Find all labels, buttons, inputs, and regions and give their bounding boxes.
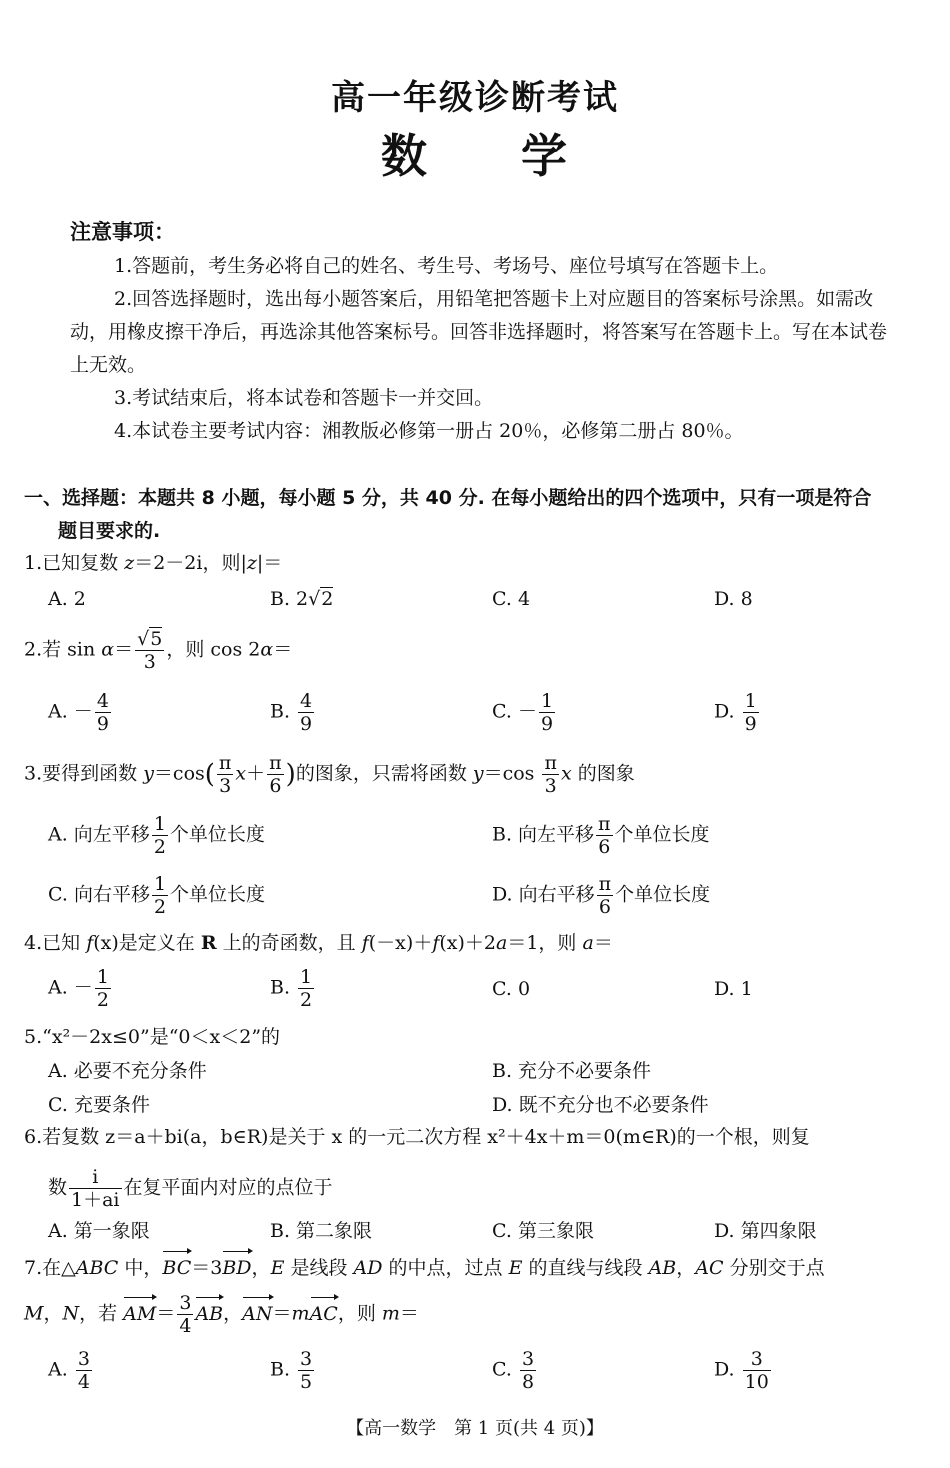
q6-option-a: A. 第一象限 <box>48 1220 150 1242</box>
notice-item-3: 3.考试结束后，将本试卷和答题卡一并交回。 <box>114 387 494 409</box>
question-4: 4.已知 f(x)是定义在 R 上的奇函数，且 f(－x)＋f(x)＋2a＝1，则 a＝ <box>24 932 613 954</box>
q3-option-c: C. 向右平移 $\frac{1}{2}$ 个单位长度 <box>48 873 266 918</box>
q1-option-d: D. 8 <box>714 588 753 610</box>
q7-option-c: C. $\frac{3}{8}$ <box>492 1348 535 1393</box>
q1-option-a: A. 2 <box>48 588 86 610</box>
notice-heading: 注意事项： <box>70 220 175 244</box>
notice-item-1: 1.答题前，考生务必将自己的姓名、考生号、考场号、座位号填写在答题卡上。 <box>114 255 779 277</box>
question-3: 3.要得到函数 y＝cos( $\frac{\pi}{3}$ x＋ $\frac{\pi}{6}$ )的图象，只需将函数 y＝cos $\frac{\pi}{3}$ x 的图象 <box>24 752 635 797</box>
section-heading <box>24 482 929 548</box>
subject-char-2: 学 <box>521 129 569 183</box>
question-5: 5.“x²－2x≤0”是“0＜x＜2”的 <box>24 1026 281 1048</box>
q6-option-b: B. 第二象限 <box>270 1220 373 1242</box>
question-6-line-2: 数 $\frac{i}{1+ai}$ 在复平面内对应的点位于 <box>48 1166 333 1211</box>
question-1: 1.已知复数 z＝2－2i，则|z|＝ <box>24 552 283 574</box>
q4-option-b: B. $\frac{1}{2}$ <box>270 966 313 1011</box>
q1-option-c: C. 4 <box>492 588 531 610</box>
q5-option-a: A. 必要不充分条件 <box>48 1060 207 1082</box>
q4-option-a: A. － $\frac{1}{2}$ <box>48 966 109 1011</box>
q2-option-c: C. － $\frac{1}{9}$ <box>492 690 554 735</box>
q1-option-b: B. 2√2 <box>270 588 334 610</box>
question-6-line-1: 6.若复数 z＝a＋bi(a，b∈R)是关于 x 的一元二次方程 x²＋4x＋m＝0(m∈R)的一个根，则复 <box>24 1126 810 1148</box>
q6-option-c: C. 第三象限 <box>492 1220 594 1242</box>
notice-item-4: 4.本试卷主要考试内容：湘教版必修第一册占 20％，必修第二册占 80％。 <box>114 420 744 442</box>
q6-option-d: D. 第四象限 <box>714 1220 817 1242</box>
question-2: 2.若 sin α＝ $\frac{√5}{3}$ ，则 cos 2α＝ <box>24 628 293 673</box>
section-heading-line-2: 题目要求的. <box>58 520 161 542</box>
q4-option-c: C. 0 <box>492 978 531 1000</box>
page-footer: 【高一数学 第 1 页(共 4 页)】 <box>346 1418 604 1439</box>
q7-option-b: B. $\frac{3}{5}$ <box>270 1348 313 1393</box>
q7-option-a: A. $\frac{3}{4}$ <box>48 1348 90 1393</box>
question-7-line-1: 7.在△ABC 中，BC＝3BD，E 是线段 AD 的中点，过点 E 的直线与线段 AB，AC 分别交于点 <box>24 1250 929 1283</box>
q3-option-b: B. 向左平移 $\frac{\pi}{6}$ 个单位长度 <box>492 813 710 858</box>
q5-option-c: C. 充要条件 <box>48 1094 150 1116</box>
q3-option-a: A. 向左平移 $\frac{1}{2}$ 个单位长度 <box>48 813 265 858</box>
q2-option-a: A. － $\frac{4}{9}$ <box>48 690 109 735</box>
q4-option-d: D. 1 <box>714 978 753 1000</box>
subject-char-1: 数 <box>381 129 429 183</box>
q5-option-d: D. 既不充分也不必要条件 <box>492 1094 709 1116</box>
exam-title: 高一年级诊断考试 <box>331 78 619 118</box>
q5-option-b: B. 充分不必要条件 <box>492 1060 652 1082</box>
question-7-line-2: M，N，若 AM＝ $\frac{3}{4}$ AB，AN＝mAC，则 m＝ <box>24 1292 419 1337</box>
q3-option-d: D. 向右平移 $\frac{\pi}{6}$ 个单位长度 <box>492 873 711 918</box>
section-heading-line-1: 一、选择题：本题共 8 小题，每小题 5 分，共 40 分. 在每小题给出的四个选项中，只有一项是符合 <box>24 487 872 509</box>
subject-title <box>0 120 950 186</box>
q7-option-d: D. $\frac{3}{10}$ <box>714 1348 769 1393</box>
q2-option-b: B. $\frac{4}{9}$ <box>270 690 313 735</box>
notice-item-2: 2.回答选择题时，选出每小题答案后，用铅笔把答题卡上对应题目的答案标号涂黑。如需改动，用橡皮擦干净后，再选涂其他答案标号。回答非选择题时，将答案写在答题卡上。写在本试卷上无效。 <box>70 288 888 376</box>
q2-fraction: $\frac{√5}{3}$ <box>137 628 163 673</box>
q2-option-d: D. $\frac{1}{9}$ <box>714 690 757 735</box>
